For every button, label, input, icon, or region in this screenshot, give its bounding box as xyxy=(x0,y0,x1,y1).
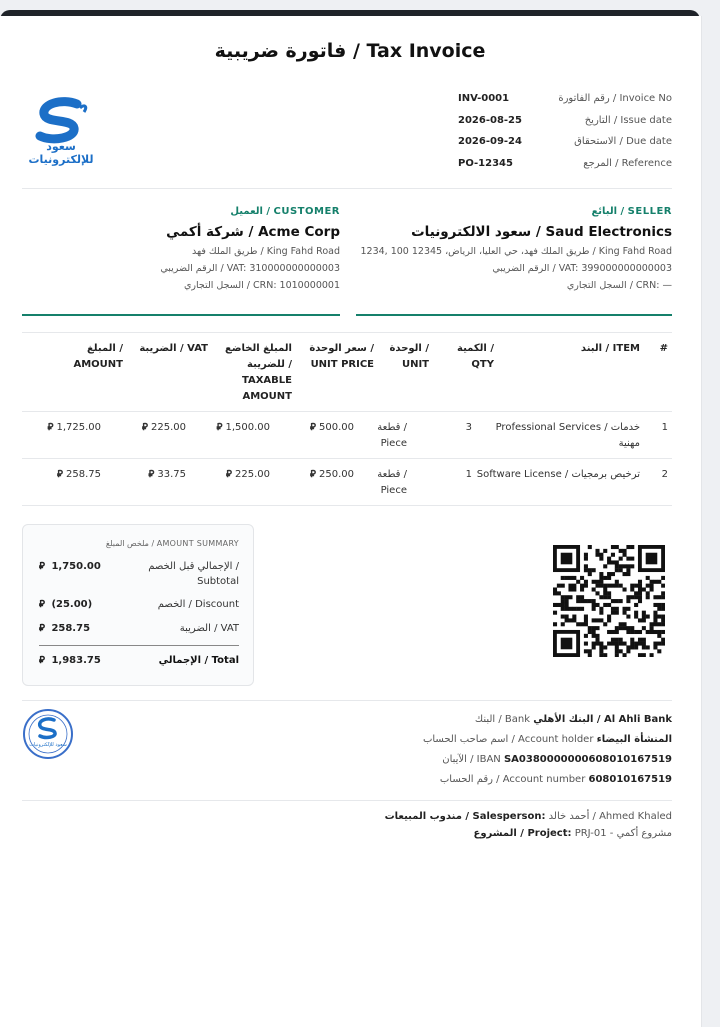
row-unit-line1: قطعة / xyxy=(377,422,407,433)
row-unit-line2: Piece xyxy=(380,438,407,449)
row-num: 1 xyxy=(661,422,668,433)
summary-divider xyxy=(39,645,239,646)
summary-title: ملخص المبلغ / AMOUNT SUMMARY xyxy=(105,539,239,548)
sar-icon: ⃁ xyxy=(310,469,316,480)
seller-underline xyxy=(356,314,672,316)
row-price xyxy=(310,467,354,483)
sar-icon: ⃁ xyxy=(216,422,223,433)
customer-heading: العميل / CUSTOMER xyxy=(230,206,340,217)
project-label: المشروع / Project: xyxy=(473,828,572,839)
col-taxable-ar1: المبلغ الخاضع xyxy=(224,343,292,354)
subtotal-row xyxy=(39,559,239,591)
divider xyxy=(22,800,672,801)
row-unit xyxy=(377,467,407,499)
sar-icon: ⃁ xyxy=(226,469,232,480)
row-price xyxy=(310,420,354,436)
col-qty xyxy=(457,341,494,373)
sar-icon: ⃁ xyxy=(47,422,54,433)
row-vat-value: 225.00 xyxy=(151,422,186,433)
col-vat: الضريبة / VAT xyxy=(139,343,208,354)
salesperson-row xyxy=(385,808,672,825)
project-row xyxy=(385,825,672,842)
vat-value xyxy=(39,621,90,634)
discount-value xyxy=(39,597,92,610)
sar-icon: ⃁ xyxy=(39,655,45,666)
due-date: 2026-09-24 xyxy=(458,136,522,147)
col-unit-price xyxy=(309,341,374,373)
invoice-title: فاتورة ضريبية / Tax Invoice xyxy=(214,40,486,62)
row-amount-value: 1,725.00 xyxy=(56,422,101,433)
sar-icon: ⃁ xyxy=(57,469,63,480)
sar-icon: ⃁ xyxy=(39,561,45,572)
row-amount xyxy=(48,420,101,436)
project-value: PRJ-01 - مشروع أكمي xyxy=(574,828,672,839)
col-unit-en: UNIT xyxy=(401,359,429,370)
row-vat xyxy=(148,467,186,483)
customer-block xyxy=(160,206,340,291)
seal-text: سعود للإلكترونيات xyxy=(29,742,67,748)
vat-label: الضريبة / VAT xyxy=(179,623,239,634)
sar-icon: ⃁ xyxy=(39,599,45,610)
seller-address: 1234, 100 طريق الملك فهد، حي العليا، الرياض، 12345 / King Fahd Road xyxy=(360,246,672,257)
col-price-en: UNIT PRICE xyxy=(310,359,374,370)
company-seal-icon xyxy=(22,708,74,760)
account-number-row xyxy=(423,770,672,790)
account-holder-row xyxy=(423,730,672,750)
row-amount-value: 258.75 xyxy=(66,469,101,480)
customer-name: شركة أكمي / Acme Corp xyxy=(166,224,340,240)
col-amount-ar: المبلغ / xyxy=(86,343,123,354)
account-value: 608010167519 xyxy=(588,774,672,785)
invoice-meta-values xyxy=(458,88,522,174)
row-unit-line2: Piece xyxy=(380,485,407,496)
subtotal-value xyxy=(39,559,101,572)
col-item: البند / ITEM xyxy=(580,343,640,354)
invoice-number-label: رقم الفاتورة / Invoice No xyxy=(558,93,672,104)
table-row xyxy=(22,458,672,506)
bank-label: البنك / Bank xyxy=(474,714,531,725)
seller-crn: السجل التجاري / CRN: — xyxy=(566,280,672,291)
amount-summary xyxy=(22,524,254,686)
customer-address: طريق الملك فهد / King Fahd Road xyxy=(191,246,340,257)
due-date-label: الاستحقاق / Due date xyxy=(574,136,672,147)
subtotal-amount: 1,750.00 xyxy=(51,561,101,572)
col-qty-ar: الكمية / xyxy=(457,343,494,354)
total-label: الإجمالي / Total xyxy=(158,655,239,666)
total-value xyxy=(39,653,101,666)
invoice-number: INV-0001 xyxy=(458,93,510,104)
salesperson-label: مندوب المبيعات / Salesperson: xyxy=(384,811,546,822)
row-item-line1: Software License / ترخيص برمجيات xyxy=(476,469,640,480)
col-amount xyxy=(73,341,123,373)
zatca-qr-code xyxy=(553,545,665,657)
discount-amount: (25.00) xyxy=(51,599,93,610)
sar-icon: ⃁ xyxy=(148,469,155,480)
row-item xyxy=(477,467,640,483)
col-unit xyxy=(390,341,429,373)
col-taxable-ar2: للضريبة / xyxy=(247,359,292,370)
row-price-value: 250.00 xyxy=(319,469,354,480)
seller-block xyxy=(360,206,672,291)
salesperson-value: أحمد خالد / Ahmed Khaled xyxy=(548,811,672,822)
customer-underline xyxy=(22,314,340,316)
seller-vat: الرقم الضريبي / VAT: 399000000000003 xyxy=(492,263,672,274)
row-taxable-value: 1,500.00 xyxy=(225,422,270,433)
reference-label: المرجع / Reference xyxy=(583,157,672,169)
holder-value: المنشأة البيضاء xyxy=(596,734,672,745)
row-price-value: 500.00 xyxy=(319,422,354,433)
items-table-header xyxy=(22,332,672,412)
row-unit xyxy=(377,420,407,452)
iban-label: الآيبان / IBAN xyxy=(442,754,501,765)
iban-row xyxy=(423,750,672,770)
bank-details xyxy=(423,710,672,790)
issue-date: 2026-08-25 xyxy=(458,114,522,126)
bank-name-row xyxy=(423,710,672,730)
customer-vat: الرقم الضريبي / VAT: 310000000000003 xyxy=(160,263,340,274)
row-num: 2 xyxy=(661,469,668,480)
invoice-footer xyxy=(385,808,672,842)
seller-name: سعود الالكترونيات / Saud Electronics xyxy=(411,224,672,240)
row-item-line1: Professional Services / خدمات xyxy=(495,422,640,433)
col-unit-ar: الوحدة / xyxy=(389,343,429,354)
total-amount: 1,983.75 xyxy=(51,655,101,666)
invoice-meta-labels xyxy=(558,88,672,174)
account-label: رقم الحساب / Account number xyxy=(439,774,586,785)
subtotal-label-en: Subtotal xyxy=(197,576,239,587)
subtotal-label-ar: الإجمالي قبل الخصم / xyxy=(148,561,239,572)
logo-text: سعود للإلكترونيات xyxy=(28,140,94,166)
row-vat xyxy=(142,420,186,436)
row-taxable xyxy=(226,467,270,483)
row-taxable xyxy=(217,420,270,436)
row-vat-value: 33.75 xyxy=(157,469,186,480)
bank-value: البنك الأهلي / Al Ahli Bank xyxy=(533,714,672,725)
vat-amount: 258.75 xyxy=(51,623,91,634)
divider xyxy=(22,700,672,701)
col-num: # xyxy=(659,343,668,354)
issue-date-label: التاريخ / Issue date xyxy=(584,114,672,126)
col-price-ar: سعر الوحدة / xyxy=(309,343,374,354)
row-item xyxy=(496,420,640,452)
holder-label: اسم صاحب الحساب / Account holder xyxy=(422,734,594,745)
reference: PO-12345 xyxy=(458,157,513,169)
sar-icon: ⃁ xyxy=(39,623,45,634)
subtotal-label xyxy=(148,559,239,589)
table-row xyxy=(22,411,672,458)
row-amount xyxy=(57,467,101,483)
discount-label: الخصم / Discount xyxy=(157,599,239,610)
seller-heading: البائع / SELLER xyxy=(591,206,672,217)
row-qty: 3 xyxy=(465,422,472,433)
row-taxable-value: 225.00 xyxy=(235,469,270,480)
col-qty-en: QTY xyxy=(471,359,494,370)
row-qty: 1 xyxy=(465,469,472,480)
divider xyxy=(22,188,672,189)
customer-crn: السجل التجاري / CRN: 1010000001 xyxy=(183,280,340,291)
col-taxable-en1: TAXABLE xyxy=(241,375,292,386)
col-taxable-en2: AMOUNT xyxy=(242,391,292,402)
row-item-line2: مهنية xyxy=(618,438,640,449)
iban-value: SA0380000000608010167519 xyxy=(503,754,672,765)
sar-icon: ⃁ xyxy=(142,422,148,433)
row-unit-line1: قطعة / xyxy=(377,469,407,480)
col-taxable xyxy=(225,341,292,405)
col-amount-en: AMOUNT xyxy=(73,359,123,370)
sar-icon: ⃁ xyxy=(310,422,316,433)
